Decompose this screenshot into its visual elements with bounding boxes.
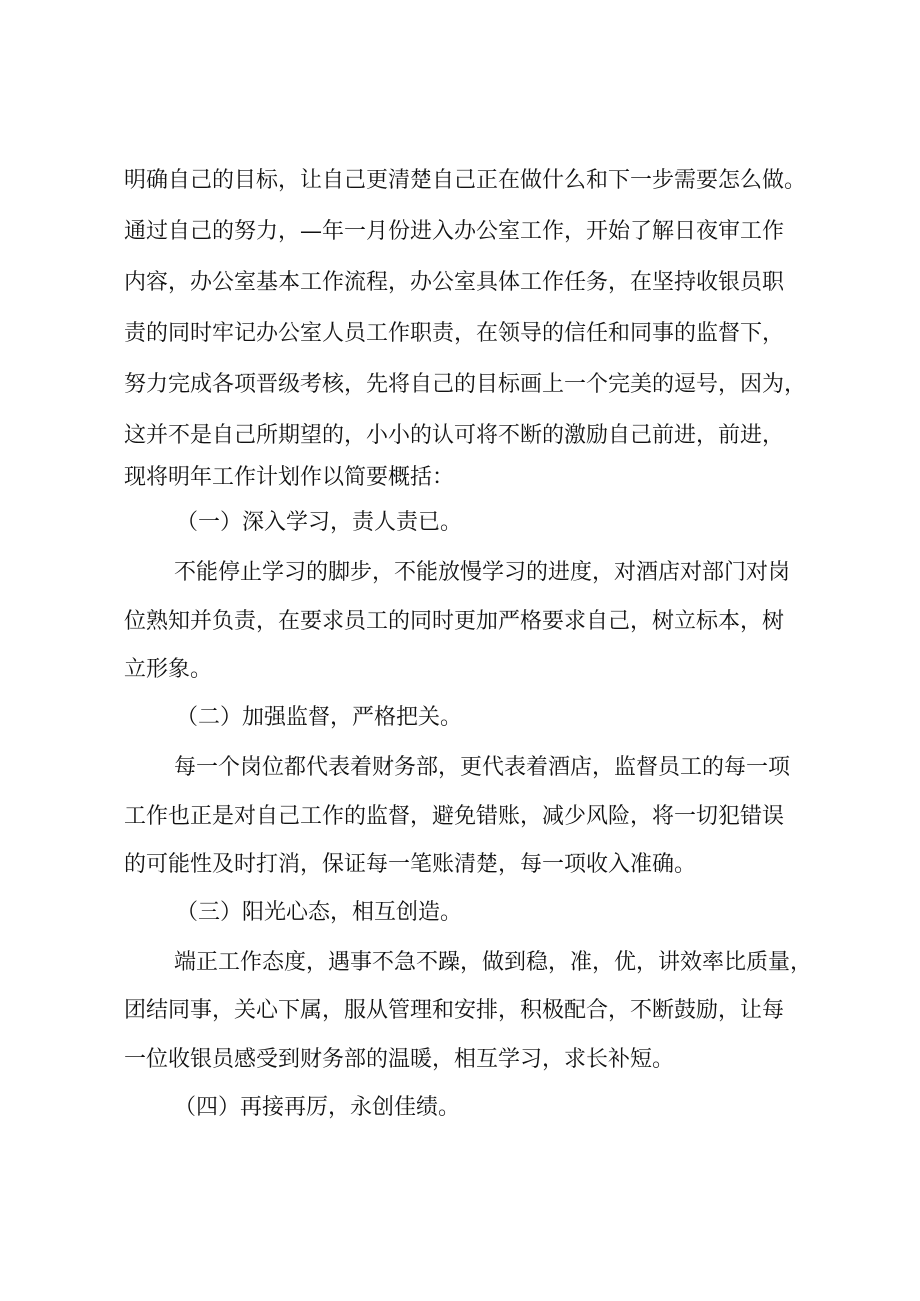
text-line-19: 一位收银员感受到财务部的温暖，相互学习，求长补短。 <box>124 1047 675 1072</box>
text-line-1: 明确自己的目标，让自己更清楚自己正在做什么和下一步需要怎么做。 <box>124 168 807 193</box>
text-line-11: 立形象。 <box>124 657 213 682</box>
text-line-5: 努力完成各项晋级考核，先将自己的目标画上一个完美的逗号，因为， <box>124 372 807 397</box>
text-line-3: 内容，办公室基本工作流程，办公室具体工作任务，在坚持收银员职 <box>124 270 785 295</box>
section-heading-3: （三）阳光心态，相互创造。 <box>176 900 463 925</box>
text-line-7: 现将明年工作计划作以简要概括： <box>124 465 455 490</box>
text-line-13: 每一个岗位都代表着财务部，更代表着酒店，监督员工的每一项 <box>174 755 791 780</box>
section-heading-4: （四）再接再厉，永创佳绩。 <box>174 1095 461 1120</box>
text-line-4: 责的同时牢记办公室人员工作职责，在领导的信任和同事的监督下， <box>124 321 785 346</box>
text-line-10: 位熟知并负责，在要求员工的同时更加严格要求自己，树立标本，树 <box>124 609 785 634</box>
section-heading-2: （二）加强监督，严格把关。 <box>176 705 463 730</box>
text-line-9: 不能停止学习的脚步，不能放慢学习的进度，对酒店对部门对岗 <box>174 560 791 585</box>
text-line-2: 通过自己的努力，—年一月份进入办公室工作，开始了解日夜审工作 <box>124 219 785 244</box>
text-line-18: 团结同事，关心下属，服从管理和安排，积极配合，不断鼓励，让每 <box>124 998 785 1023</box>
text-line-14: 工作也正是对自己工作的监督，避免错账，减少风险，将一切犯错误 <box>124 804 785 829</box>
text-line-17: 端正工作态度，遇事不急不躁，做到稳，准，优，讲效率比质量， <box>174 950 813 975</box>
text-line-15: 的可能性及时打消，保证每一笔账清楚，每一项收入准确。 <box>124 852 697 877</box>
text-line-6: 这并不是自己所期望的，小小的认可将不断的激励自己前进，前进， <box>124 423 785 448</box>
section-heading-1: （一）深入学习，责人责已。 <box>176 510 463 535</box>
